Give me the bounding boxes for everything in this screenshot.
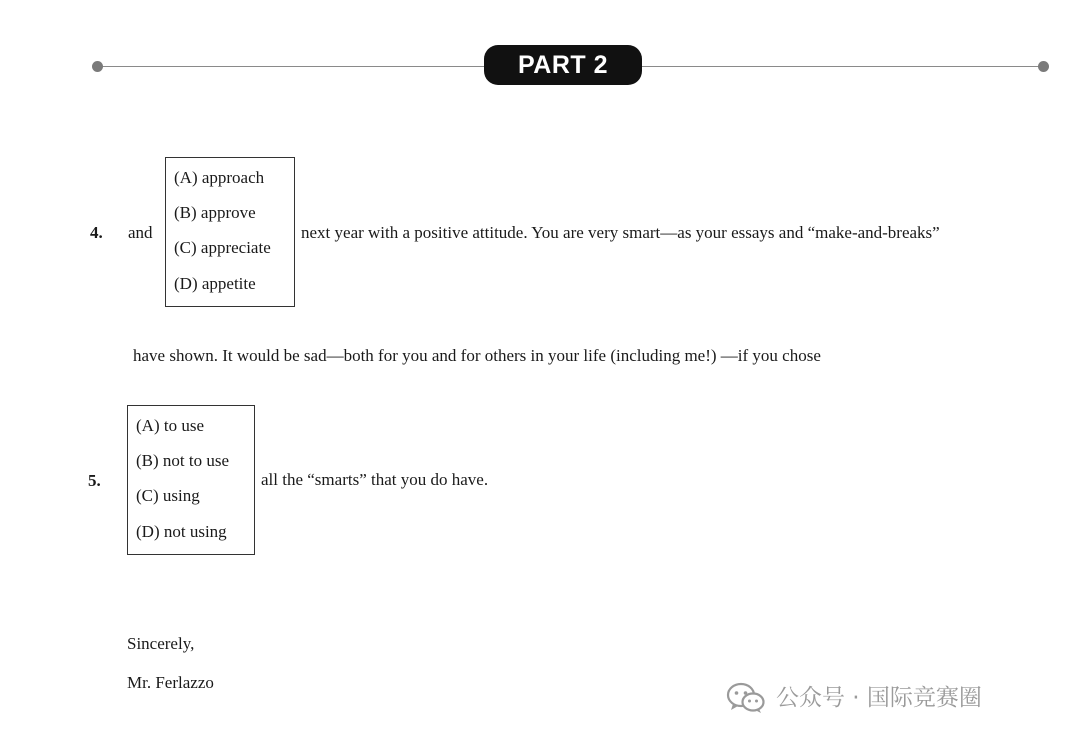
question-5-trail: all the “smarts” that you do have. <box>261 470 489 489</box>
part-label: PART 2 <box>484 45 642 85</box>
question-4-lead: and <box>128 223 153 242</box>
question-4-number: 4. <box>90 223 103 242</box>
wechat-icon <box>726 682 766 714</box>
question-5-choice-c[interactable]: (C) using <box>136 486 200 505</box>
question-4-choice-b[interactable]: (B) approve <box>174 203 256 222</box>
rule-left-dot <box>92 61 103 72</box>
closing-salutation: Sincerely, <box>127 634 195 653</box>
question-4-choice-d[interactable]: (D) appetite <box>174 274 256 293</box>
watermark-text: 公众号 · 国际竞赛圈 <box>776 685 982 711</box>
question-4-trail: next year with a positive attitude. You are very smart—as your essays and “make-and-breaks” <box>301 223 940 242</box>
question-4-choice-c[interactable]: (C) appreciate <box>174 238 271 257</box>
question-4-choice-a[interactable]: (A) approach <box>174 168 265 187</box>
question-4-choice-box <box>165 157 295 307</box>
question-5-choice-box <box>127 405 255 555</box>
closing-signature: Mr. Ferlazzo <box>127 673 214 692</box>
question-5-choice-b[interactable]: (B) not to use <box>136 451 230 470</box>
rule-right-dot <box>1038 61 1049 72</box>
question-5-number: 5. <box>88 471 101 490</box>
question-5-choice-d[interactable]: (D) not using <box>136 522 227 541</box>
question-5-choice-a[interactable]: (A) to use <box>136 416 204 435</box>
continuation-text: have shown. It would be sad—both for you and for others in your life (including me!) —if you chose <box>133 346 821 365</box>
